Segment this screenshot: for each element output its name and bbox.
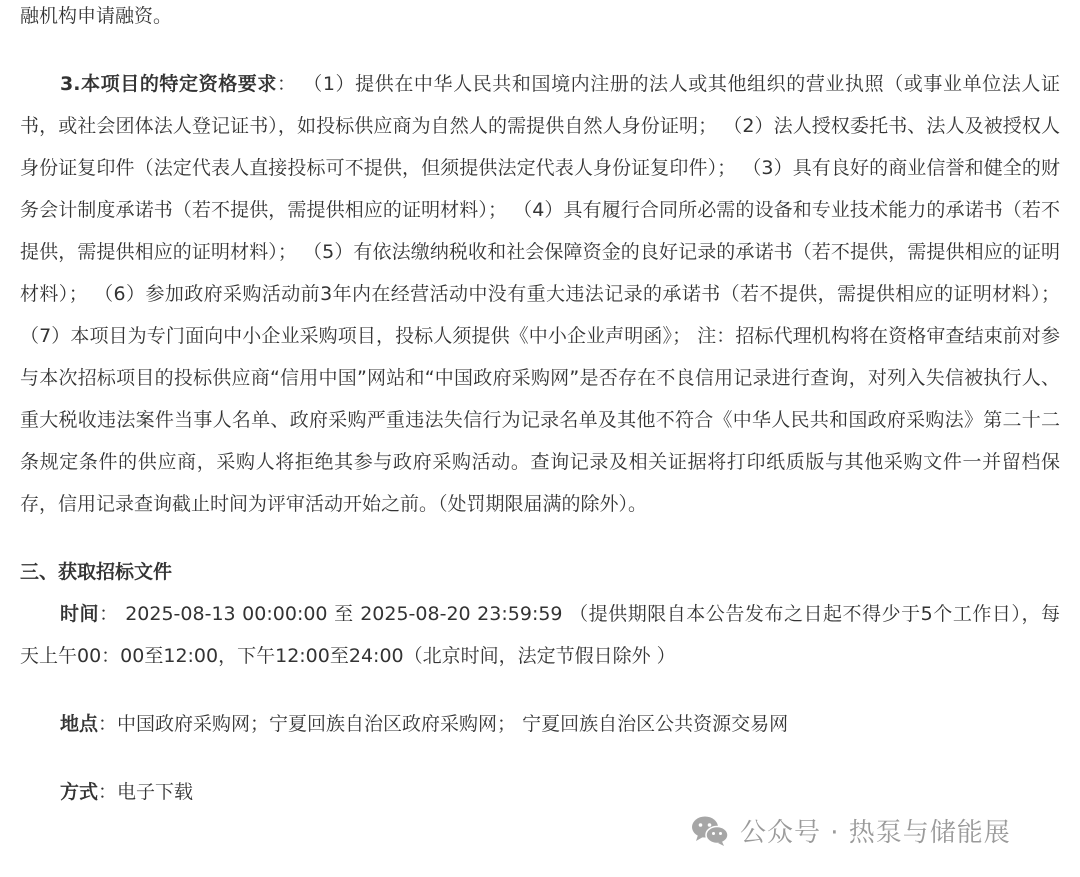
method-colon: ： — [98, 781, 118, 803]
section-heading: 三、获取招标文件 — [20, 561, 173, 583]
location-value: 中国政府采购网；宁夏回族自治区政府采购网； 宁夏回族自治区公共资源交易网 — [117, 713, 789, 735]
watermark-text: 公众号 · 热泵与储能展 — [740, 818, 1011, 848]
top-line-text: 融机构申请融资。 — [20, 5, 173, 27]
location-label: 地点 — [60, 713, 99, 735]
method-value: 电子下载 — [117, 781, 194, 803]
requirement-colon: ： — [277, 73, 297, 95]
time-label: 时间 — [60, 603, 100, 625]
time-field — [20, 593, 1060, 677]
requirement-lead: 3.本项目的特定资格要求 — [60, 73, 277, 95]
wechat-icon — [690, 814, 730, 848]
time-value: 2025-08-13 00:00:00 至 2025-08-20 23:59:59 （提供期限自本公告发布之日起不得少于5个工作日），每天上午00：00至12:00，下午12:00至24:00（北京时间，法定节假日除外 ） — [20, 603, 1060, 667]
method-field — [20, 771, 1060, 813]
method-label: 方式 — [60, 781, 99, 803]
time-colon: ： — [99, 603, 119, 625]
document-body — [20, 0, 1060, 813]
location-field — [20, 703, 1060, 745]
watermark — [690, 812, 1011, 849]
requirement-body: （1）提供在中华人民共和国境内注册的法人或其他组织的营业执照（或事业单位法人证书，或社会团体法人登记证书），如投标供应商为自然人的需提供自然人身份证明； （2）法人授权委托书、法人及被授权人身份证复印件（法定代表人直接投标可不提供，但须提供法定代表人身份证复印件）； （3）具有良好的商业信誉和健全的财务会计制度承诺书（若不提供，需提供相应的证明材料）； （4）具有履行合同所必需的设备和专业技术能力的承诺书（若不提供，需提供相应的证明材料）； （5）有依法缴纳税收和社会保障资金的良好记录的承诺书（若不提供，需提供相应的证明材料）； （6）参加政府采购活动前3年内在经营活动中没有重大违法记录的承诺书（若不提供，需提供相应的证明材料）； （7）本项目为专门面向中小企业采购项目，投标人须提供《中小企业声明函》； 注：招标代理机构将在资格审查结束前对参与本次招标项目的投标供应商“信用中国”网站和“中国政府采购网”是否存在不良信用记录进行查询，对列入失信被执行人、重大税收违法案件当事人名单、政府采购严重违法失信行为记录名单及其他不符合《中华人民共和国政府采购法》第二十二条规定条件的供应商，采购人将拒绝其参与政府采购活动。查询记录及相关证据将打印纸质版与其他采购文件一并留档保存，信用记录查询截止时间为评审活动开始之前。（处罚期限届满的除外）。 — [20, 73, 1060, 515]
location-colon: ： — [98, 713, 118, 735]
qualification-requirements — [20, 63, 1060, 525]
